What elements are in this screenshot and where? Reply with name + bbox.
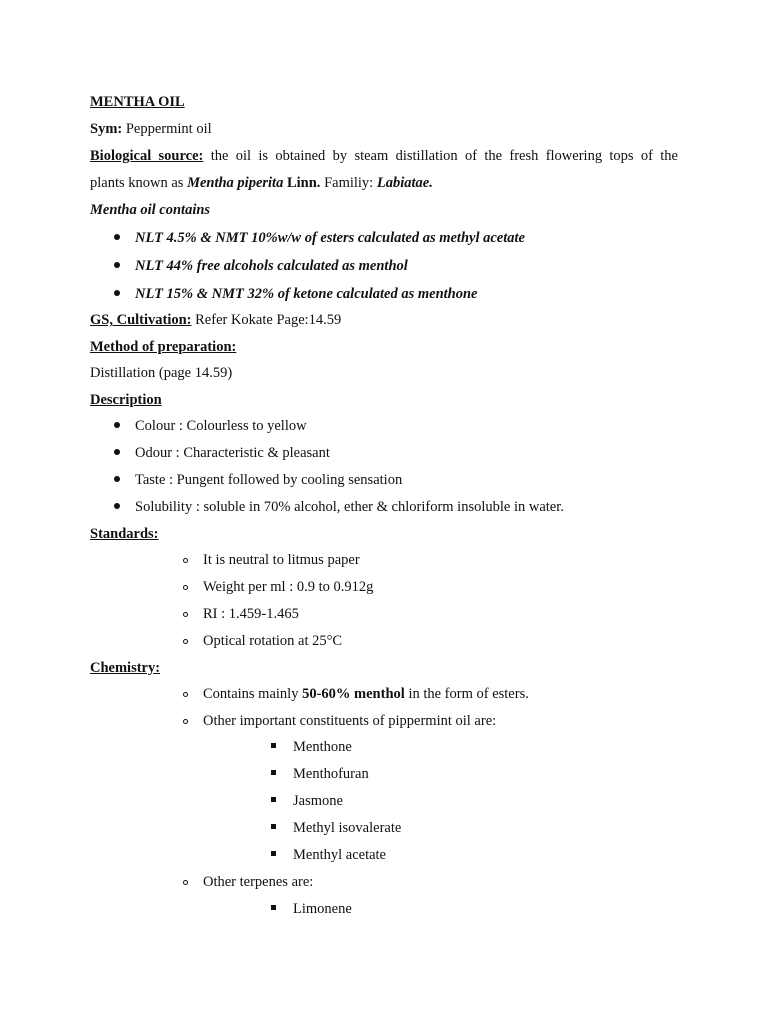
standards-item: It is neutral to litmus paper <box>203 552 360 568</box>
method-value: Distillation (page 14.59) <box>90 365 233 381</box>
standards-item: RI : 1.459-1.465 <box>203 606 299 622</box>
hollow-bullet <box>183 880 188 885</box>
page-title: MENTHA OIL <box>90 94 185 110</box>
bullet-dot <box>114 476 120 482</box>
bullet-dot <box>114 262 120 268</box>
menthol-percentage: 50-60% menthol <box>302 686 405 702</box>
bullet-dot <box>114 449 120 455</box>
bullet-dot <box>114 503 120 509</box>
square-bullet <box>271 743 276 748</box>
hollow-bullet <box>183 612 188 617</box>
cultivation-value: Refer Kokate Page:14.59 <box>191 312 342 328</box>
standards-heading: Standards: <box>90 526 159 542</box>
menthol-pre-text: Contains mainly <box>203 686 303 702</box>
chemistry-item-menthol <box>203 685 529 703</box>
contains-item: NLT 44% free alcohols calculated as menthol <box>135 258 408 274</box>
square-bullet <box>271 851 276 856</box>
square-bullet <box>271 797 276 802</box>
family-label: Familiy: <box>320 175 377 191</box>
square-bullet <box>271 905 276 910</box>
species-name: Mentha piperita <box>187 175 284 191</box>
biological-source-line-1 <box>90 147 678 165</box>
biological-source-label: Biological source: <box>90 148 204 164</box>
standards-item: Weight per ml : 0.9 to 0.912g <box>203 579 374 595</box>
standards-item: Optical rotation at 25°C <box>203 633 343 649</box>
biological-source-text: the oil is obtained by steam distillation of the fresh flowering tops of the <box>203 148 678 164</box>
bullet-dot <box>114 290 120 296</box>
hollow-bullet <box>183 719 188 724</box>
cultivation-label: GS, Cultivation: <box>90 312 192 328</box>
chemistry-item-terpenes: Other terpenes are: <box>203 874 314 890</box>
description-item: Solubility : soluble in 70% alcohol, ether & chloriform insoluble in water. <box>135 499 564 515</box>
synonym-label: Sym: <box>90 121 123 137</box>
constituent-item: Methyl isovalerate <box>293 820 402 836</box>
hollow-bullet <box>183 558 188 563</box>
bullet-dot <box>114 422 120 428</box>
description-item: Odour : Characteristic & pleasant <box>135 445 330 461</box>
description-item: Colour : Colourless to yellow <box>135 418 307 434</box>
family-name: Labiatae. <box>376 175 433 191</box>
constituent-item: Menthone <box>293 739 352 755</box>
plants-known-text: plants known as <box>90 175 188 191</box>
square-bullet <box>271 824 276 829</box>
square-bullet <box>271 770 276 775</box>
menthol-post-text: in the form of esters. <box>404 686 529 702</box>
hollow-bullet <box>183 692 188 697</box>
contains-heading: Mentha oil contains <box>90 202 211 218</box>
method-heading: Method of preparation: <box>90 339 237 355</box>
cultivation-line <box>90 311 341 329</box>
constituent-item: Jasmone <box>293 793 343 809</box>
contains-item: NLT 15% & NMT 32% of ketone calculated as menthone <box>135 286 478 302</box>
constituent-item: Menthofuran <box>293 766 369 782</box>
biological-source-line-2 <box>90 174 433 192</box>
species-author: Linn. <box>283 175 321 191</box>
hollow-bullet <box>183 639 188 644</box>
contains-item: NLT 4.5% & NMT 10%w/w of esters calculated as methyl acetate <box>135 230 525 246</box>
description-heading: Description <box>90 392 162 408</box>
synonym-line <box>90 120 212 138</box>
description-item: Taste : Pungent followed by cooling sensation <box>135 472 403 488</box>
chemistry-item-constituents: Other important constituents of pippermint oil are: <box>203 713 497 729</box>
hollow-bullet <box>183 585 188 590</box>
synonym-value: Peppermint oil <box>122 121 212 137</box>
terpene-item: Limonene <box>293 901 352 917</box>
bullet-dot <box>114 234 120 240</box>
chemistry-heading: Chemistry: <box>90 660 161 676</box>
constituent-item: Menthyl acetate <box>293 847 386 863</box>
